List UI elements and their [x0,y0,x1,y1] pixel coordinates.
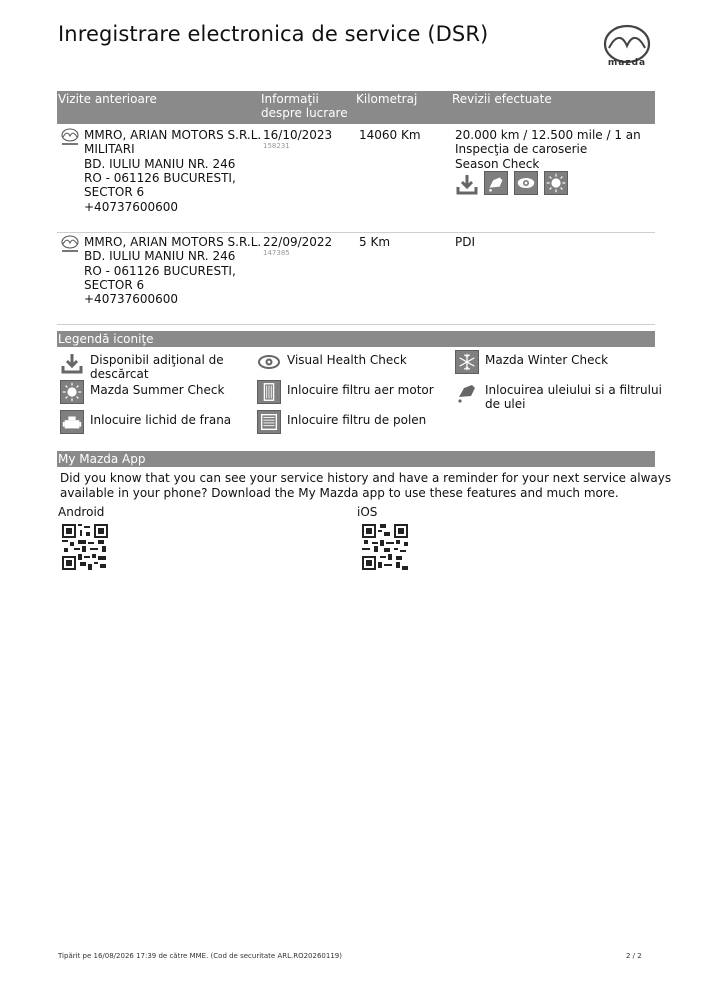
col-revisions: Revizii efectuate [452,92,552,106]
dealer-line: SECTOR 6 [84,277,145,292]
row-divider [57,324,655,325]
visits-table-header [57,91,655,124]
mileage: 5 Km [359,235,391,249]
ios-label: iOS [357,505,378,519]
app-title: My Mazda App [58,452,146,466]
legend-title: Legendă iconiţe [58,332,154,346]
download-icon [455,172,479,196]
print-footer: Tipărit pe 16/08/2026 17:39 de către MME. (Cod de securitate ARL.RO20260119) [58,952,342,960]
page-title: Inregistrare electronica de service (DSR) [58,22,489,46]
page-number: 2 / 2 [626,952,642,960]
legend-label: Visual Health Check [287,353,407,367]
eye-icon [257,350,281,374]
work-date: 16/10/2023 [263,128,333,142]
row-divider [57,232,655,233]
work-date: 22/09/2022 [263,235,333,249]
dealer-phone: +40737600600 [84,292,179,307]
dealer-line: MMRO, ARIAN MOTORS S.R.L. [84,128,262,142]
col-km: Kilometraj [356,92,418,106]
col-visits: Vizite anterioare [58,92,157,106]
revision-item: PDI [455,235,476,249]
col-info: Informaţii despre lucrare [261,92,348,120]
dealer-line: RO - 061126 BUCURESTI, [84,170,236,185]
download-icon [60,351,84,375]
brake-fluid-icon [60,410,84,434]
android-label: Android [58,505,105,519]
legend-label: Mazda Winter Check [485,353,609,367]
mileage: 14060 Km [359,128,421,142]
work-ref: 158231 [263,142,290,150]
legend-label: Disponibil adiţional de descărcat [90,353,224,381]
pollen-filter-icon [257,410,281,434]
work-ref: 147385 [263,249,290,257]
legend-label: Inlocuire lichid de frana [90,413,232,427]
dealer-line: BD. IULIU MANIU NR. 246 [84,249,236,264]
dealer-line: SECTOR 6 [84,185,145,200]
mazda-logo-text: mazda [607,58,647,68]
sun-icon [60,380,84,404]
legend-label: Inlocuirea uleiului si a filtrului de ulei [485,383,662,411]
revision-item: Season Check [455,156,540,171]
legend-label: Inlocuire filtru aer motor [287,383,434,397]
ios-qr-code[interactable] [362,524,408,570]
mazda-small-logo-icon [59,128,81,148]
dealer-phone: +40737600600 [84,199,179,214]
dealer-line: RO - 061126 BUCURESTI, [84,263,236,278]
legend-header [57,331,655,347]
dealer-line: MMRO, ARIAN MOTORS S.R.L. [84,235,262,249]
dealer-line: BD. IULIU MANIU NR. 246 [84,156,236,171]
air-filter-icon [257,380,281,404]
legend-label: Inlocuire filtru de polen [287,413,427,427]
dealer-line: MILITARI [84,142,135,157]
sun-icon [544,171,568,195]
oil-can-icon [455,380,479,404]
app-header [57,451,655,467]
app-description: available in your phone? Download the My Mazda app to use these features and much more. [60,485,619,500]
revision-item: 20.000 km / 12.500 mile / 1 an [455,128,641,142]
app-description: Did you know that you can see your service history and have a reminder for your next service always [60,471,672,485]
legend-label: Mazda Summer Check [90,383,225,397]
revision-item: Inspecţia de caroserie [455,142,588,157]
oil-can-icon [484,171,508,195]
eye-icon [514,171,538,195]
snowflake-icon [455,350,479,374]
android-qr-code[interactable] [62,524,108,570]
mazda-small-logo-icon [59,235,81,255]
